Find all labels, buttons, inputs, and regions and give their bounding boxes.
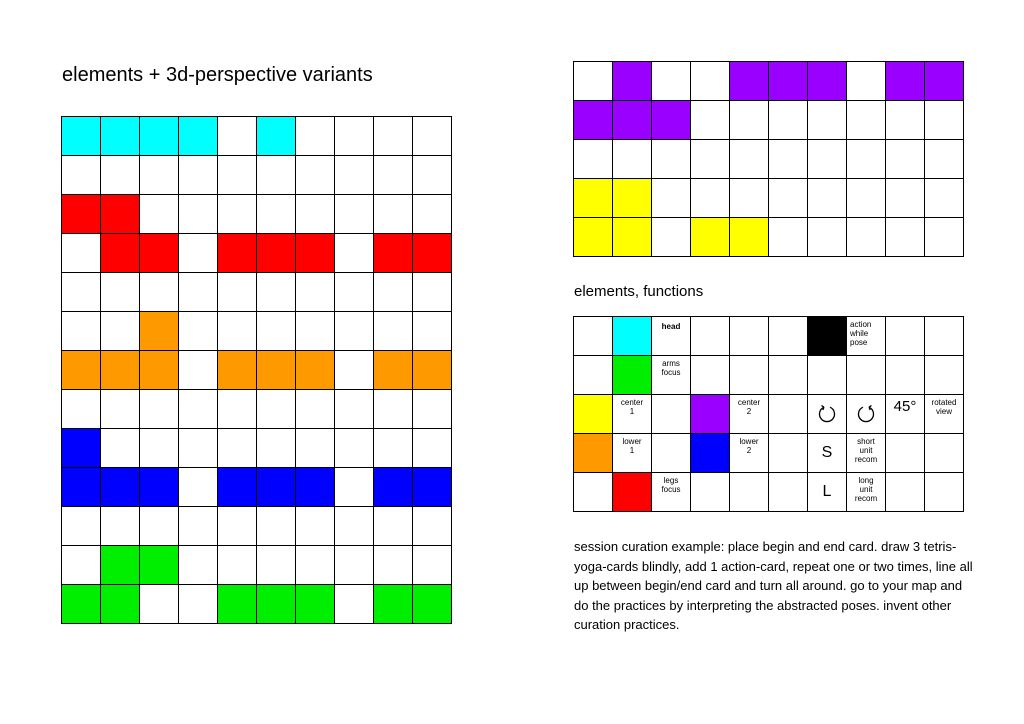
- variant-cell: [413, 234, 451, 272]
- variant-cell: [179, 429, 217, 467]
- variant-cell: [413, 507, 451, 545]
- variant-cell: [101, 390, 139, 428]
- lower-2-label: [730, 434, 768, 472]
- variant-cell: [62, 195, 100, 233]
- lower-1-label: [613, 434, 651, 472]
- variant-cell: [335, 351, 373, 389]
- variant-cell: [296, 468, 334, 506]
- function-cell: [730, 356, 768, 394]
- center-2-label-text: center 2: [737, 398, 761, 416]
- head-label-text: head: [661, 322, 681, 331]
- element-cell: [652, 101, 690, 139]
- function-cell: [925, 473, 963, 511]
- variant-cell: [335, 390, 373, 428]
- variant-cell: [335, 234, 373, 272]
- variant-cell: [101, 234, 139, 272]
- element-cell: [886, 101, 924, 139]
- legs-focus-label-text: legs focus: [661, 476, 681, 494]
- variant-cell: [413, 273, 451, 311]
- variant-cell: [257, 273, 295, 311]
- variant-cell: [140, 273, 178, 311]
- function-cell: [886, 356, 924, 394]
- function-cell: [925, 434, 963, 472]
- center-1-label: [613, 395, 651, 433]
- element-cell: [808, 179, 846, 217]
- element-cell: [574, 62, 612, 100]
- function-cell: [574, 356, 612, 394]
- element-cell: [847, 101, 885, 139]
- action-while-pose-label-text: action while pose: [850, 320, 872, 347]
- variant-cell: [335, 156, 373, 194]
- variant-cell: [413, 117, 451, 155]
- functions-title: elements, functions: [574, 283, 704, 300]
- function-cell: [769, 317, 807, 355]
- element-cell: [847, 140, 885, 178]
- variant-cell: [257, 390, 295, 428]
- variant-cell: [179, 195, 217, 233]
- variant-cell: [296, 117, 334, 155]
- variant-cell: [140, 234, 178, 272]
- variant-cell: [101, 546, 139, 584]
- variant-cell: [257, 234, 295, 272]
- lower-1-label-text: lower 1: [622, 437, 642, 455]
- variant-cell: [218, 468, 256, 506]
- variant-cell: [101, 507, 139, 545]
- variant-cell: [374, 117, 412, 155]
- element-cell: [808, 140, 846, 178]
- variant-cell: [101, 429, 139, 467]
- variant-cell: [101, 585, 139, 623]
- variant-cell: [140, 468, 178, 506]
- variant-cell: [218, 390, 256, 428]
- element-cell: [730, 101, 768, 139]
- variant-cell: [179, 390, 217, 428]
- function-cell: [574, 434, 612, 472]
- long-unit-symbol-text: L: [822, 483, 832, 500]
- elements-functions-grid: [573, 316, 964, 512]
- function-cell: [574, 395, 612, 433]
- variant-cell: [62, 312, 100, 350]
- element-cell: [847, 62, 885, 100]
- element-cell: [730, 62, 768, 100]
- element-cell: [730, 218, 768, 256]
- variant-cell: [374, 351, 412, 389]
- element-cell: [652, 140, 690, 178]
- variant-cell: [257, 156, 295, 194]
- element-cell: [652, 218, 690, 256]
- function-cell: [613, 473, 651, 511]
- variant-cell: [218, 429, 256, 467]
- variant-cell: [179, 156, 217, 194]
- function-cell: [691, 356, 729, 394]
- variant-cell: [335, 117, 373, 155]
- element-cell: [574, 179, 612, 217]
- variant-cell: [140, 429, 178, 467]
- variant-cell: [62, 546, 100, 584]
- function-cell: [886, 317, 924, 355]
- variant-cell: [374, 390, 412, 428]
- variant-cell: [62, 234, 100, 272]
- variant-cell: [257, 117, 295, 155]
- variant-cell: [62, 351, 100, 389]
- rotated-view-label: [925, 395, 963, 433]
- variant-cell: [62, 429, 100, 467]
- element-cell: [886, 218, 924, 256]
- variant-cell: [413, 585, 451, 623]
- element-cell: [691, 62, 729, 100]
- variant-cell: [218, 156, 256, 194]
- arms-focus-label-text: arms focus: [661, 359, 681, 377]
- element-cell: [691, 140, 729, 178]
- element-cell: [574, 140, 612, 178]
- variant-cell: [335, 312, 373, 350]
- variant-cell: [335, 585, 373, 623]
- variant-cell: [296, 585, 334, 623]
- variant-cell: [179, 585, 217, 623]
- function-cell: [691, 473, 729, 511]
- variant-cell: [140, 585, 178, 623]
- variant-cell: [374, 585, 412, 623]
- variant-cell: [374, 546, 412, 584]
- element-cell: [652, 179, 690, 217]
- variant-cell: [218, 234, 256, 272]
- variant-cell: [257, 351, 295, 389]
- variant-cell: [257, 468, 295, 506]
- function-cell: [769, 356, 807, 394]
- short-unit-label: [847, 434, 885, 472]
- variant-cell: [101, 117, 139, 155]
- element-cell: [613, 101, 651, 139]
- function-cell: [769, 395, 807, 433]
- purple-yellow-elements-grid: [573, 61, 964, 257]
- variant-cell: [257, 429, 295, 467]
- element-cell: [847, 179, 885, 217]
- variant-cell: [374, 156, 412, 194]
- variant-cell: [413, 195, 451, 233]
- element-cell: [769, 101, 807, 139]
- element-cell: [808, 101, 846, 139]
- element-cell: [613, 140, 651, 178]
- variant-cell: [218, 312, 256, 350]
- variant-cell: [296, 234, 334, 272]
- variant-cell: [218, 585, 256, 623]
- element-cell: [574, 218, 612, 256]
- variant-cell: [296, 312, 334, 350]
- variant-cell: [140, 390, 178, 428]
- variant-cell: [101, 273, 139, 311]
- element-cell: [886, 179, 924, 217]
- lower-2-label-text: lower 2: [739, 437, 759, 455]
- function-cell: [769, 434, 807, 472]
- function-cell: [847, 356, 885, 394]
- rotation-45-degrees-text: 45°: [893, 398, 917, 415]
- element-cell: [808, 62, 846, 100]
- variant-cell: [218, 273, 256, 311]
- variant-cell: [140, 312, 178, 350]
- variant-cell: [413, 468, 451, 506]
- variant-cell: [140, 351, 178, 389]
- element-cell: [613, 179, 651, 217]
- element-cell: [652, 62, 690, 100]
- variant-cell: [218, 117, 256, 155]
- function-cell: [691, 317, 729, 355]
- variant-cell: [179, 546, 217, 584]
- variant-cell: [296, 546, 334, 584]
- variant-cell: [374, 507, 412, 545]
- variant-cell: [179, 117, 217, 155]
- element-cell: [925, 101, 963, 139]
- element-cell: [613, 218, 651, 256]
- short-unit-symbol: [808, 434, 846, 472]
- function-cell: [808, 356, 846, 394]
- variant-cell: [257, 585, 295, 623]
- variant-cell: [335, 195, 373, 233]
- variant-cell: [179, 507, 217, 545]
- variant-cell: [413, 312, 451, 350]
- long-unit-label: [847, 473, 885, 511]
- variant-cell: [374, 273, 412, 311]
- head-label: [652, 317, 690, 355]
- variant-cell: [296, 351, 334, 389]
- function-cell: [886, 473, 924, 511]
- variant-cell: [140, 117, 178, 155]
- variant-cell: [335, 273, 373, 311]
- function-cell: [574, 317, 612, 355]
- element-cell: [574, 101, 612, 139]
- element-cell: [769, 218, 807, 256]
- function-cell: [652, 395, 690, 433]
- variant-cell: [218, 351, 256, 389]
- center-2-label: [730, 395, 768, 433]
- element-cell: [808, 218, 846, 256]
- variant-cell: [374, 195, 412, 233]
- function-cell: [691, 395, 729, 433]
- session-curation-text: session curation example: place begin and end card. draw 3 tetris-yoga-cards blindly, add 1 action-card, repeat one or two times, line all up between begin/end card and turn all around. go to your map and do the practices by interpreting the abstracted poses. invent other curation practices.: [574, 539, 973, 632]
- variant-cell: [140, 195, 178, 233]
- function-cell: [925, 356, 963, 394]
- function-cell: [574, 473, 612, 511]
- action-card-swatch: [808, 317, 846, 355]
- element-cell: [769, 62, 807, 100]
- element-cell: [691, 101, 729, 139]
- short-unit-label-text: short unit recom: [854, 437, 878, 464]
- variant-cell: [413, 429, 451, 467]
- variant-cell: [62, 156, 100, 194]
- variant-cell: [218, 195, 256, 233]
- element-cell: [925, 218, 963, 256]
- variant-cell: [296, 390, 334, 428]
- variant-cell: [296, 507, 334, 545]
- function-cell: [613, 317, 651, 355]
- variant-cell: [335, 507, 373, 545]
- function-cell: [730, 473, 768, 511]
- variant-cell: [140, 156, 178, 194]
- variant-cell: [257, 195, 295, 233]
- variant-cell: [374, 429, 412, 467]
- long-unit-label-text: long unit recom: [854, 476, 878, 503]
- element-cell: [886, 62, 924, 100]
- variant-cell: [296, 429, 334, 467]
- element-cell: [769, 140, 807, 178]
- variant-cell: [140, 507, 178, 545]
- variant-cell: [413, 351, 451, 389]
- variant-cell: [101, 156, 139, 194]
- variant-cell: [62, 585, 100, 623]
- variant-cell: [335, 468, 373, 506]
- variant-cell: [296, 273, 334, 311]
- function-cell: [925, 317, 963, 355]
- variant-cell: [179, 351, 217, 389]
- function-cell: [613, 356, 651, 394]
- variant-cell: [374, 468, 412, 506]
- variant-cell: [257, 546, 295, 584]
- variant-cell: [413, 156, 451, 194]
- variant-cell: [218, 546, 256, 584]
- rotate-counterclockwise-icon: [808, 395, 846, 433]
- element-cell: [691, 218, 729, 256]
- function-cell: [886, 434, 924, 472]
- variant-cell: [335, 429, 373, 467]
- long-unit-symbol: [808, 473, 846, 511]
- variant-cell: [101, 195, 139, 233]
- variant-cell: [179, 468, 217, 506]
- action-while-pose-label: [847, 317, 885, 355]
- variant-cell: [62, 507, 100, 545]
- rotate-clockwise-icon: [847, 395, 885, 433]
- element-cell: [925, 179, 963, 217]
- variant-cell: [179, 312, 217, 350]
- variant-cell: [374, 234, 412, 272]
- variant-cell: [62, 273, 100, 311]
- element-cell: [847, 218, 885, 256]
- variant-cell: [413, 546, 451, 584]
- element-cell: [691, 179, 729, 217]
- center-1-label-text: center 1: [620, 398, 644, 416]
- variant-cell: [296, 156, 334, 194]
- legs-focus-label: [652, 473, 690, 511]
- element-cell: [613, 62, 651, 100]
- rotation-45-degrees: [886, 395, 924, 433]
- function-cell: [652, 434, 690, 472]
- short-unit-symbol-text: S: [821, 444, 833, 461]
- variant-cell: [140, 546, 178, 584]
- function-cell: [730, 317, 768, 355]
- variant-cell: [62, 117, 100, 155]
- variant-cell: [296, 195, 334, 233]
- element-cell: [730, 140, 768, 178]
- variant-cell: [62, 390, 100, 428]
- function-cell: [769, 473, 807, 511]
- variant-cell: [179, 234, 217, 272]
- variant-cell: [257, 312, 295, 350]
- variant-cell: [101, 312, 139, 350]
- variant-cell: [101, 351, 139, 389]
- variant-cell: [413, 390, 451, 428]
- element-cell: [769, 179, 807, 217]
- element-cell: [886, 140, 924, 178]
- function-cell: [691, 434, 729, 472]
- variant-cell: [62, 468, 100, 506]
- variant-cell: [335, 546, 373, 584]
- variant-cell: [179, 273, 217, 311]
- elements-title: elements + 3d-perspective variants: [62, 64, 373, 86]
- arms-focus-label: [652, 356, 690, 394]
- variant-cell: [257, 507, 295, 545]
- element-cell: [925, 62, 963, 100]
- element-cell: [730, 179, 768, 217]
- variant-cell: [101, 468, 139, 506]
- element-cell: [925, 140, 963, 178]
- elements-variants-grid: [61, 116, 452, 624]
- rotated-view-label-text: rotated view: [931, 398, 957, 416]
- variant-cell: [374, 312, 412, 350]
- variant-cell: [218, 507, 256, 545]
